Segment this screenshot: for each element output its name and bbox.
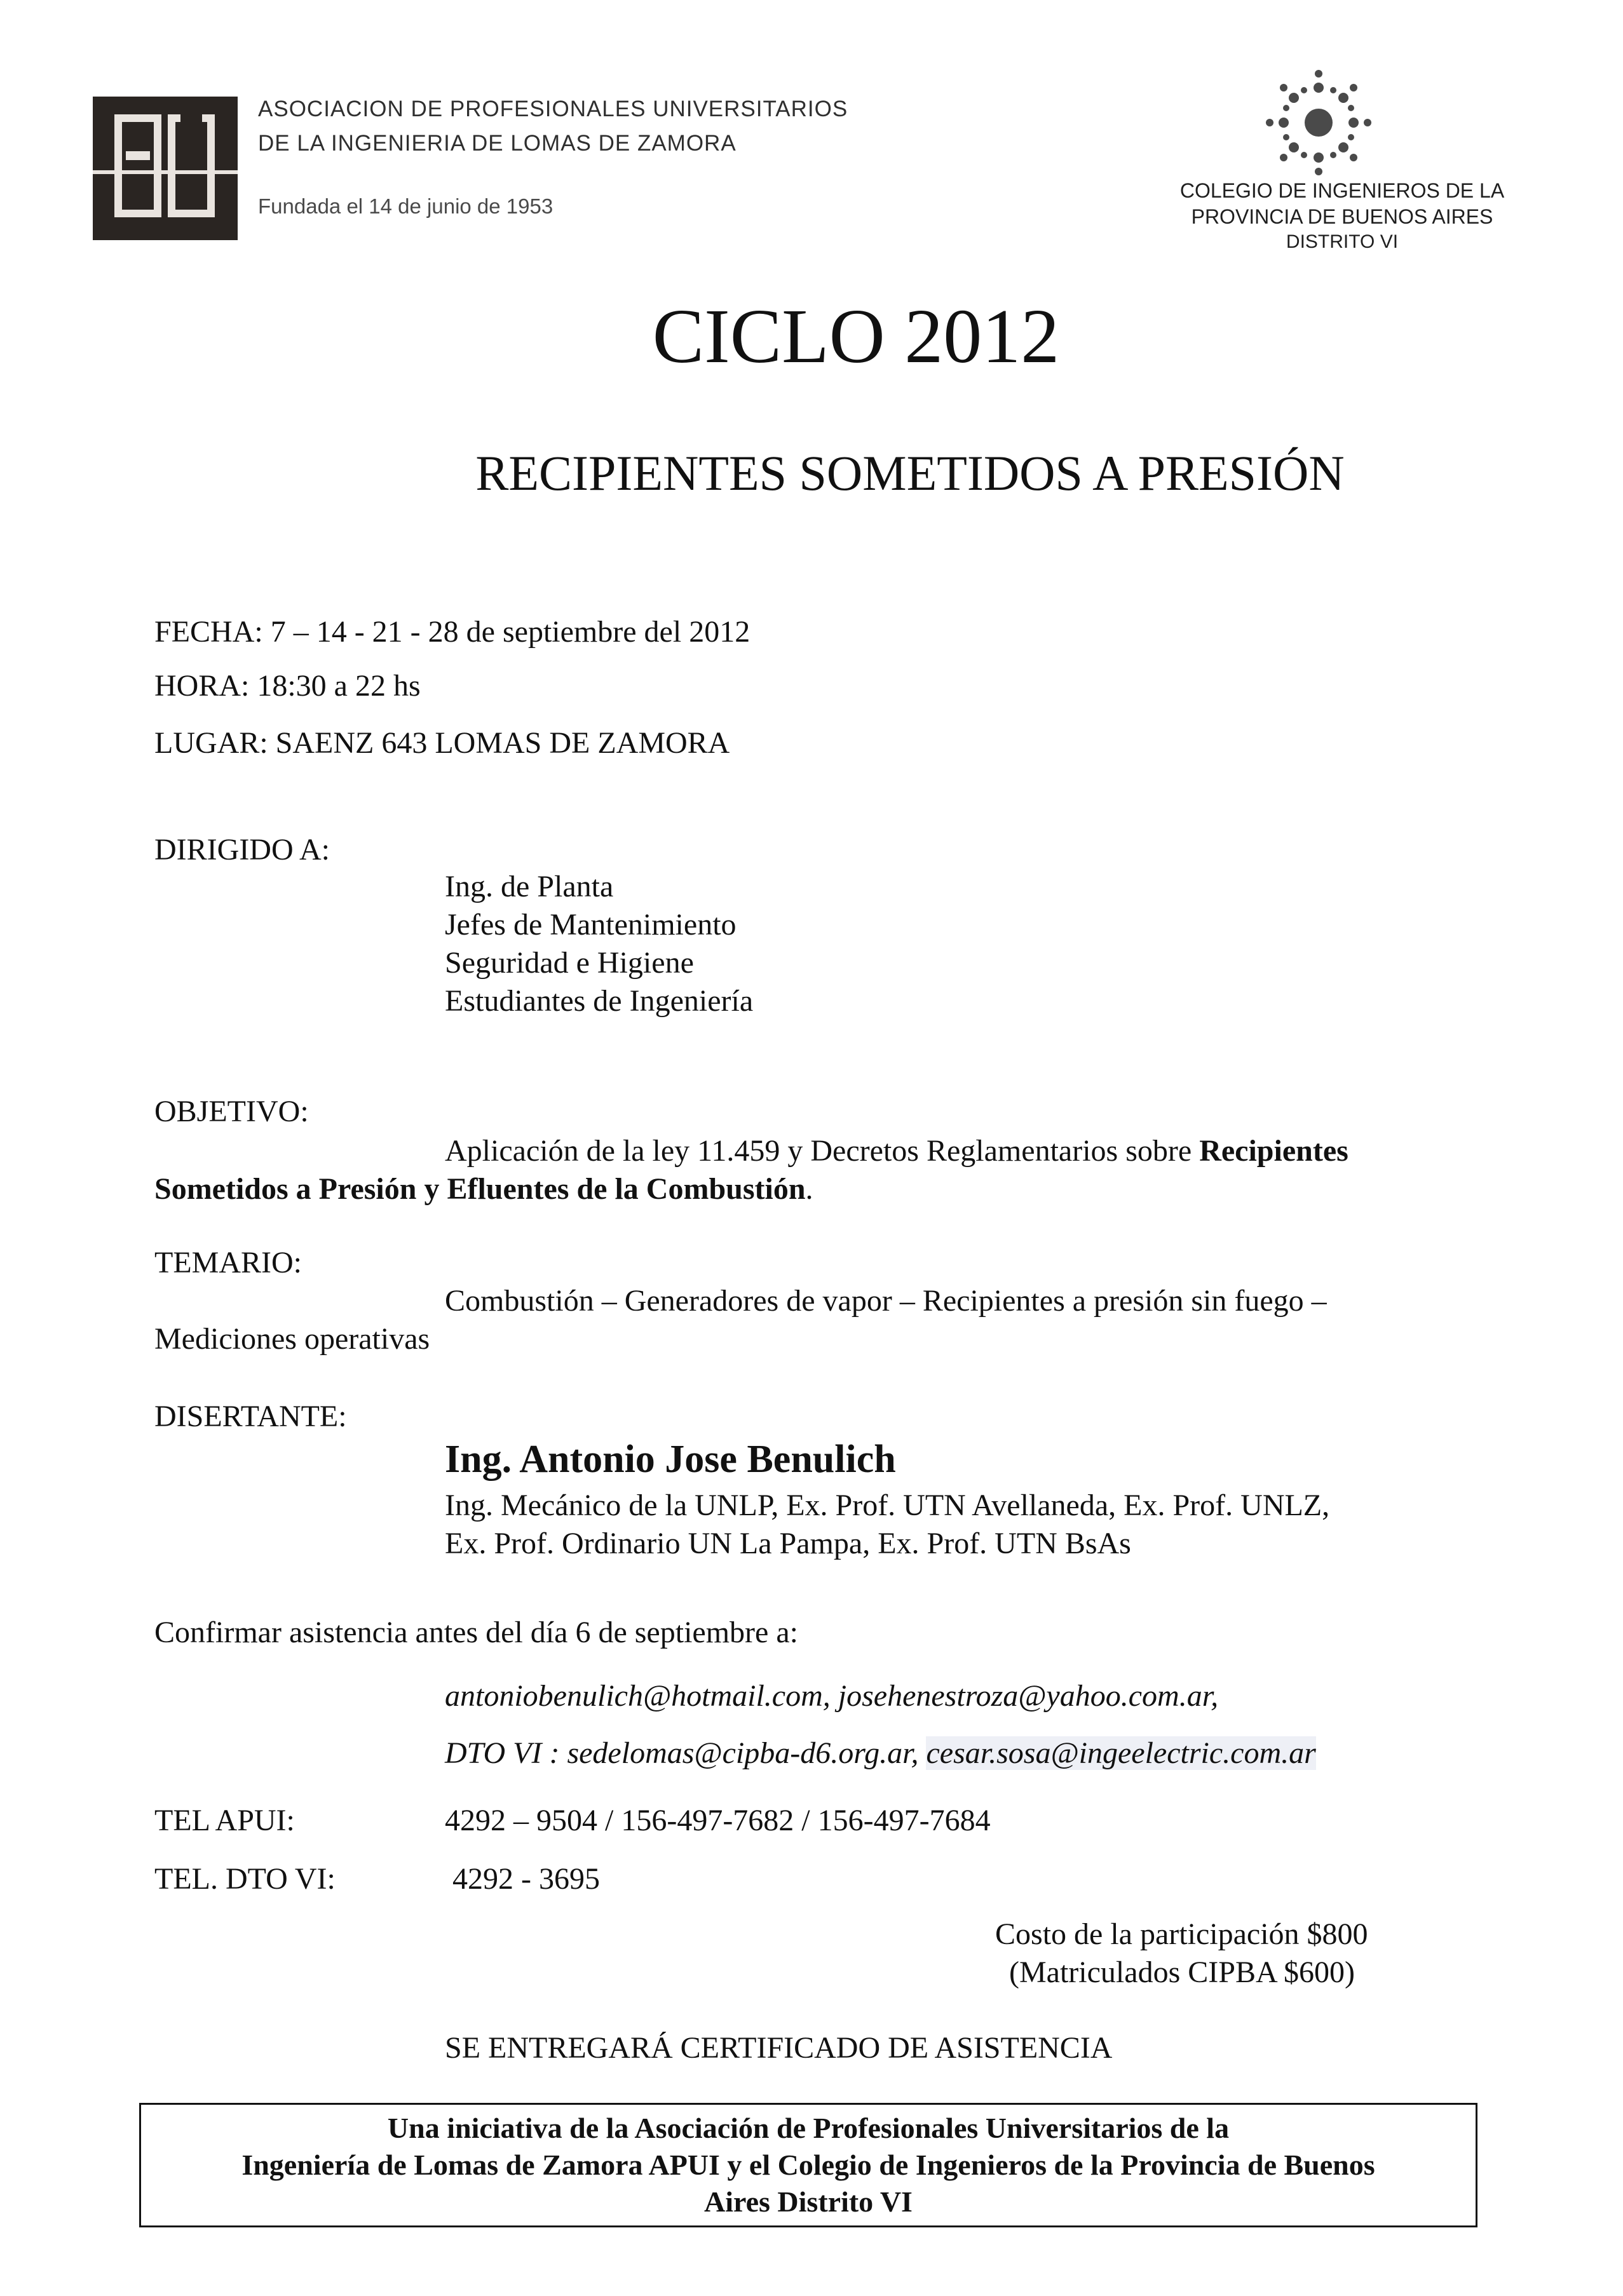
- email-highlighted[interactable]: cesar.sosa@ingeelectric.com.ar: [926, 1736, 1316, 1770]
- colegio-name-line2: PROVINCIA DE BUENOS AIRES: [1191, 205, 1493, 228]
- temario-line2: Mediciones operativas: [154, 1322, 430, 1356]
- colegio-district: DISTRITO VI: [1286, 231, 1399, 252]
- footer-line1: Una iniciativa de la Asociación de Profesionales Universitarios de la: [387, 2112, 1230, 2144]
- objetivo-bold-2: Sometidos a Presión y Efluentes de la Combustión: [154, 1172, 806, 1206]
- tel-dto-label: TEL. DTO VI:: [154, 1862, 336, 1896]
- certificado-notice: SE ENTREGARÁ CERTIFICADO DE ASISTENCIA: [445, 2031, 1113, 2065]
- speaker-bio: [445, 1487, 1329, 1563]
- objetivo-text: [154, 1132, 1438, 1208]
- email-dto-prefix[interactable]: DTO VI : sedelomas@cipba-d6.org.ar,: [445, 1736, 927, 1770]
- lugar-line: LUGAR: SAENZ 643 LOMAS DE ZAMORA: [154, 726, 730, 760]
- fecha-line: FECHA: 7 – 14 - 21 - 28 de septiembre del 2012: [154, 615, 750, 649]
- footer-line3: Aires Distrito VI: [704, 2185, 913, 2218]
- hora-line: HORA: 18:30 a 22 hs: [154, 669, 421, 703]
- tel-apui-label: TEL APUI:: [154, 1804, 295, 1837]
- temario-line1: Combustión – Generadores de vapor – Recipientes a presión sin fuego –: [445, 1284, 1327, 1318]
- colegio-name-line1: COLEGIO DE INGENIEROS DE LA: [1179, 179, 1505, 202]
- costo-line1: Costo de la participación $800: [995, 1917, 1368, 1951]
- apui-name-line1: ASOCIACION DE PROFESIONALES UNIVERSITARIOS: [258, 97, 848, 121]
- sun-rays-icon: [1258, 62, 1379, 183]
- apui-name-line2: DE LA INGENIERIA DE LOMAS DE ZAMORA: [258, 131, 737, 156]
- apui-monogram-icon: [93, 97, 238, 240]
- disertante-label: DISERTANTE:: [154, 1400, 347, 1433]
- email-list-line2: [445, 1734, 1316, 1773]
- tel-apui-value: 4292 – 9504 / 156-497-7682 / 156-497-7684: [445, 1804, 991, 1837]
- list-item: Ing. de Planta: [445, 870, 614, 903]
- list-item: Seguridad e Higiene: [445, 946, 694, 980]
- footer-box: [139, 2103, 1477, 2227]
- email-list-line1[interactable]: antoniobenulich@hotmail.com, josehenestroza@yahoo.com.ar,: [445, 1679, 1219, 1713]
- speaker-name: Ing. Antonio Jose Benulich: [445, 1438, 896, 1481]
- list-item: Jefes de Mantenimiento: [445, 908, 737, 942]
- objetivo-bold-1: Recipientes: [1199, 1134, 1348, 1168]
- audience-list: [445, 868, 753, 1020]
- speaker-bio-line1: Ing. Mecánico de la UNLP, Ex. Prof. UTN Avellaneda, Ex. Prof. UNLZ,: [445, 1489, 1330, 1522]
- apui-founded-date: Fundada el 14 de junio de 1953: [258, 194, 553, 218]
- footer-line2: Ingeniería de Lomas de Zamora APUI y el Colegio de Ingenieros de la Provincia de Buenos: [241, 2149, 1375, 2181]
- tel-dto-value: 4292 - 3695: [452, 1862, 600, 1896]
- list-item: Estudiantes de Ingeniería: [445, 984, 754, 1018]
- objetivo-label: OBJETIVO:: [154, 1095, 309, 1128]
- speaker-bio-line2: Ex. Prof. Ordinario UN La Pampa, Ex. Prof. UTN BsAs: [445, 1527, 1131, 1560]
- page-title: CICLO 2012: [652, 294, 1060, 379]
- confirmar-asistencia: Confirmar asistencia antes del día 6 de septiembre a:: [154, 1616, 798, 1649]
- temario-label: TEMARIO:: [154, 1246, 302, 1280]
- objetivo-text-suffix: .: [805, 1172, 813, 1206]
- objetivo-text-prefix: Aplicación de la ley 11.459 y Decretos Reglamentarios sobre: [445, 1134, 1200, 1168]
- dirigido-label: DIRIGIDO A:: [154, 833, 330, 867]
- temario-text: [154, 1282, 1438, 1358]
- page-subtitle: RECIPIENTES SOMETIDOS A PRESIÓN: [475, 445, 1345, 501]
- costo-line2: (Matriculados CIPBA $600): [1009, 1955, 1355, 1989]
